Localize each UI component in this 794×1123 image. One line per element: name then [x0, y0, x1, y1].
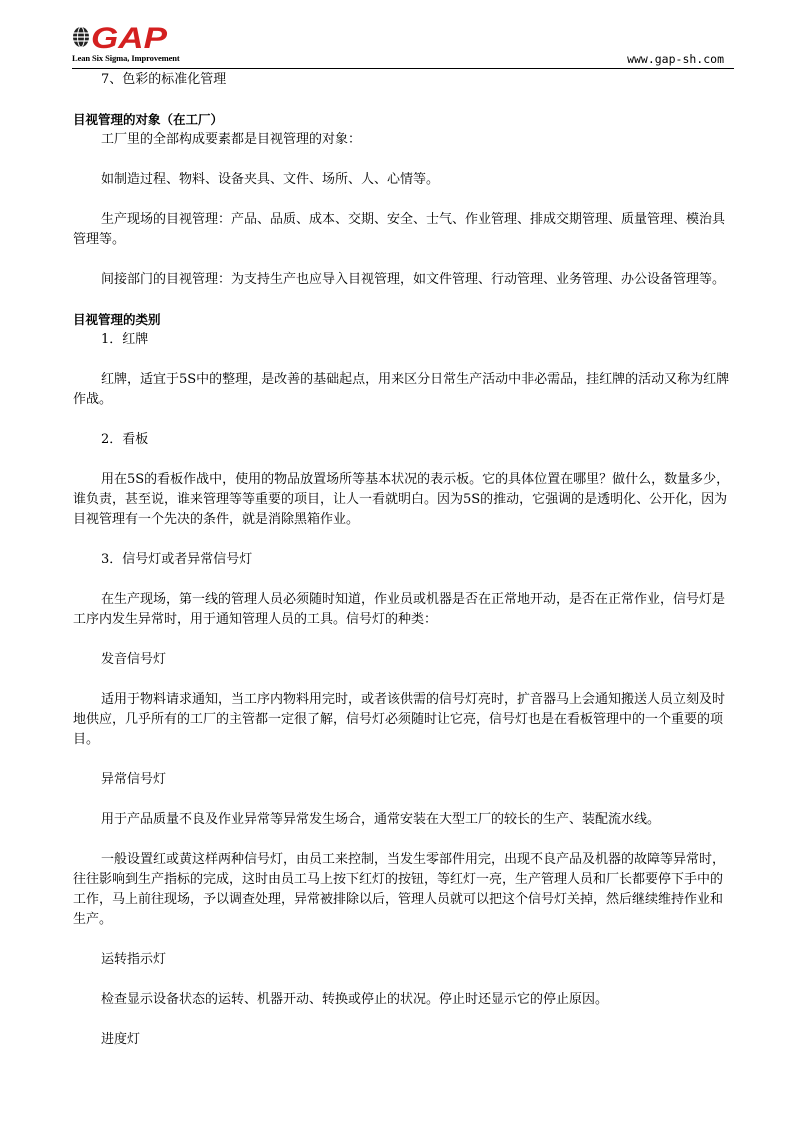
list-item-title: 2．看板	[101, 432, 149, 447]
paragraph: 用于产品质量不良及作业异常等异常发生场合，通常安装在大型工厂的较长的生产、装配流水线。	[101, 812, 661, 827]
paragraph: 适用于物料请求通知，当工序内物料用完时，或者该供需的信号灯亮时，扩音器马上会通知搬送人员立刻及时地供应，几乎所有的工厂的主管都一定很了解，信号灯必须随时让它亮，信号灯也是在看板管理中的一个重要的项目。	[73, 692, 726, 747]
list-item-title: 3．信号灯或者异常信号灯	[101, 552, 253, 567]
paragraph: 在生产现场，第一线的管理人员必须随时知道，作业员或机器是否在正常地开动，是否在正常作业，信号灯是工序内发生异常时，用于通知管理人员的工具。信号灯的种类：	[73, 592, 726, 627]
paragraph: 间接部门的目视管理：为支持生产也应导入目视管理，如文件管理、行动管理、业务管理、办公设备管理等。	[101, 272, 726, 287]
paragraph: 检查显示设备状态的运转、机器开动、转换或停止的状况。停止时还显示它的停止原因。	[101, 992, 609, 1007]
list-item-title: 1．红牌	[101, 332, 149, 347]
paragraph: 如制造过程、物料、设备夹具、文件、场所、人、心情等。	[101, 172, 440, 187]
subheading: 发音信号灯	[101, 652, 167, 667]
page-header	[72, 18, 734, 70]
subheading: 异常信号灯	[101, 772, 167, 787]
document-body	[73, 70, 735, 1050]
paragraph: 红牌，适宜于5S中的整理，是改善的基础起点，用来区分日常生产活动中非必需品，挂红牌的活动又称为红牌作战。	[73, 372, 730, 407]
paragraph: 一般设置红或黄这样两种信号灯，由员工来控制，当发生零部件用完，出现不良产品及机器的故障等异常时，往往影响到生产指标的完成，这时由员工马上按下红灯的按钮，等红灯一亮，生产管理人员和厂长都要停下手中的工作，马上前往现场，予以调查处理，异常被排除以后，管理人员就可以把这个信号灯关掉，然后继续维持作业和生产。	[73, 852, 726, 927]
section-heading: 目视管理的对象（在工厂）	[73, 112, 224, 127]
paragraph: 7、色彩的标准化管理	[101, 72, 227, 87]
subheading: 进度灯	[101, 1032, 141, 1047]
header-divider	[72, 68, 734, 69]
logo-tagline: Lean Six Sigma, Improvement	[72, 53, 180, 63]
paragraph: 生产现场的目视管理：产品、品质、成本、交期、安全、士气、作业管理、排成交期管理、质量管理、模治具管理等。	[73, 212, 726, 247]
subheading: 运转指示灯	[101, 952, 167, 967]
logo-wordmark: GAP	[91, 22, 169, 55]
globe-icon	[73, 27, 89, 47]
section-heading: 目视管理的类别	[73, 312, 161, 327]
paragraph: 工厂里的全部构成要素都是目视管理的对象：	[101, 132, 362, 147]
paragraph: 用在5S的看板作战中，使用的物品放置场所等基本状况的表示板。它的具体位置在哪里？做什么，数量多少，谁负责，甚至说，谁来管理等等重要的项目，让人一看就明白。因为5S的推动，它强调的是透明化、公开化，因为目视管理有一个先决的条件，就是消除黑箱作业。	[73, 472, 730, 527]
website-url[interactable]: www.gap-sh.com	[627, 52, 724, 66]
